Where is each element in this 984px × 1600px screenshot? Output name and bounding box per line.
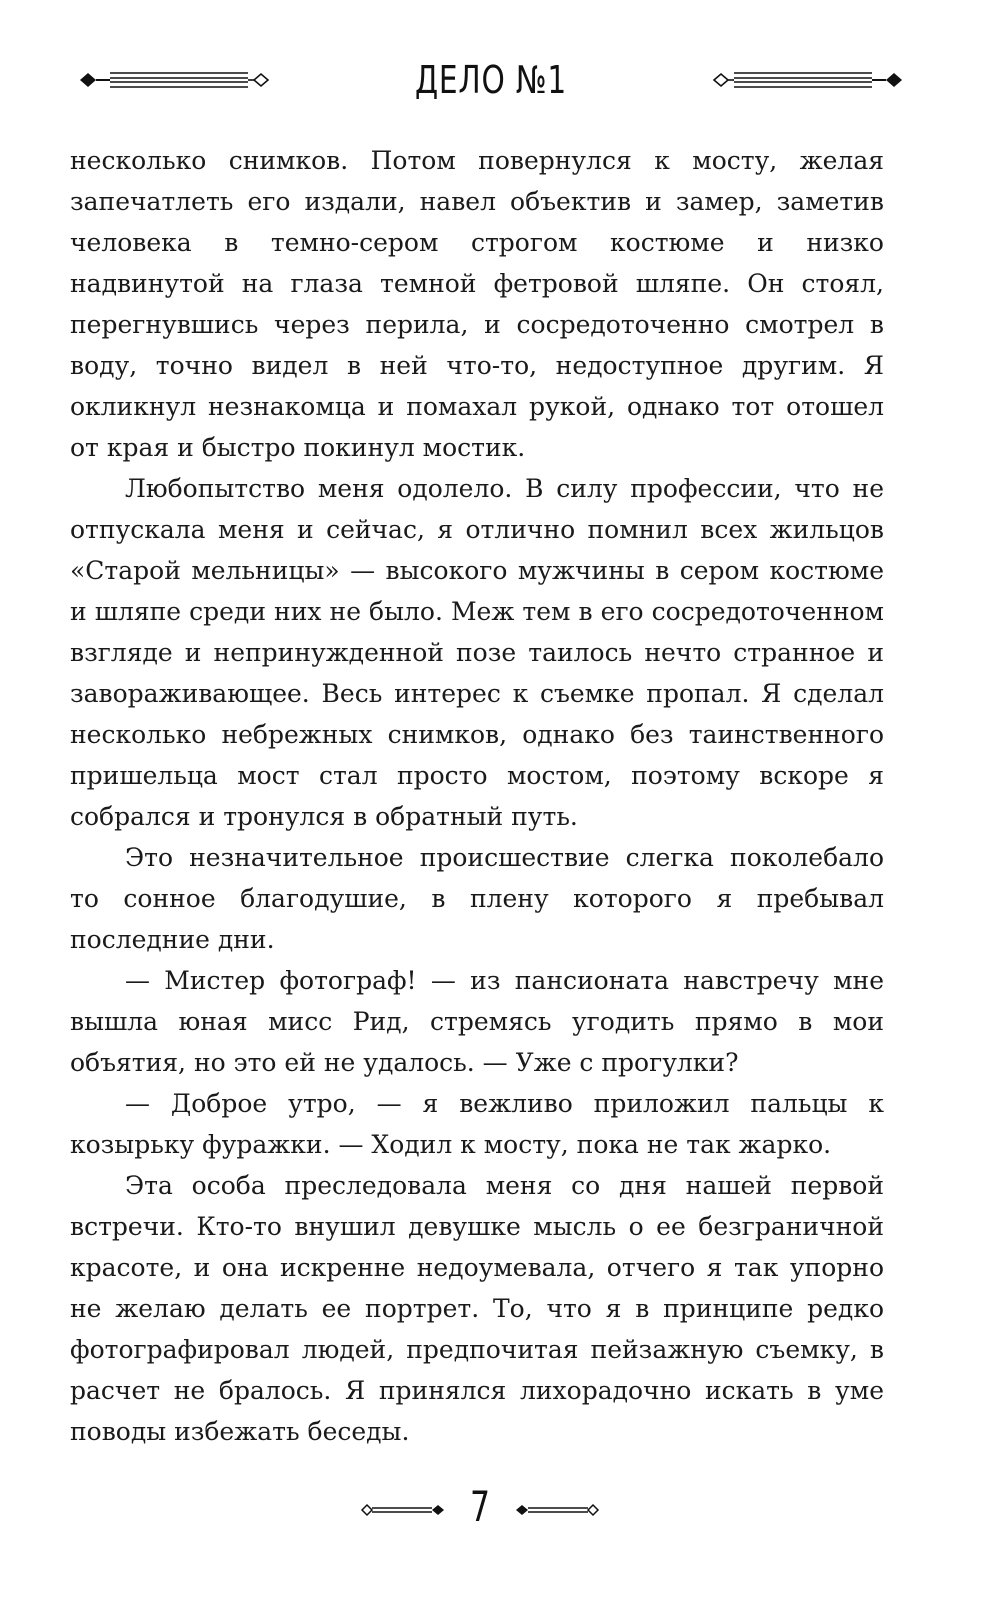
paragraph: — Доброе утро, — я вежливо приложил пальцы к козырьку фуражки. — Ходил к мосту, пока не так жарко. [70,1089,884,1159]
paragraph: — Мистер фотограф! — из пансионата навстречу мне вышла юная мисс Рид, стремясь угодить прямо в мои объятия, но это ей не удалось. — Уже с прогулки? [70,966,884,1077]
right-header-ornament [712,68,902,92]
paragraph: Любопытство меня одолело. В силу профессии, что не отпускала меня и сейчас, я отлично помнил всех жильцов «Старой мельницы» — высокого мужчины в сером костюме и шляпе среди них не было. Меж тем в его сосредоточенном взгляде и непринужденной позе таилось нечто странное и завораживающее. Весь интерес к съемке пропал. Я сделал несколько небрежных снимков, однако без таинственного пришельца мост стал просто мостом, поэтому вскоре я собрался и тронулся в обратный путь. [70,474,884,831]
page-footer [350,1482,610,1542]
page-number: 7 [469,1482,491,1531]
right-footer-ornament [514,1502,600,1518]
paragraph: несколько снимков. Потом повернулся к мосту, желая запечатлеть его издали, навел объектив и замер, заметив человека в темно-сером строгом костюме и низко надвинутой на глаза темной фетровой шляпе. Он стоял, перегнувшись через перила, и сосредоточенно смотрел в воду, точно видел в ней что-то, недоступное другим. Я окликнул незнакомца и помахал рукой, однако тот отошел от края и быстро покинул мостик. [70,146,884,462]
header-title: ДЕЛО №1 [414,58,568,102]
paragraph: Эта особа преследовала меня со дня нашей первой встречи. Кто-то внушил девушке мысль о ее безграничной красоте, и она искренне недоумевала, отчего я так упорно не желаю делать ее портрет. То, что я в принципе редко фотографировал людей, предпочитая пейзажную съемку, в расчет не бралось. Я принялся лихорадочно искать в уме поводы избежать беседы. [70,1171,884,1446]
running-header [80,50,902,110]
body-text [70,140,884,1452]
paragraph: Это незначительное происшествие слегка поколебало то сонное благодушие, в плену которого я пребывал последние дни. [70,843,884,954]
